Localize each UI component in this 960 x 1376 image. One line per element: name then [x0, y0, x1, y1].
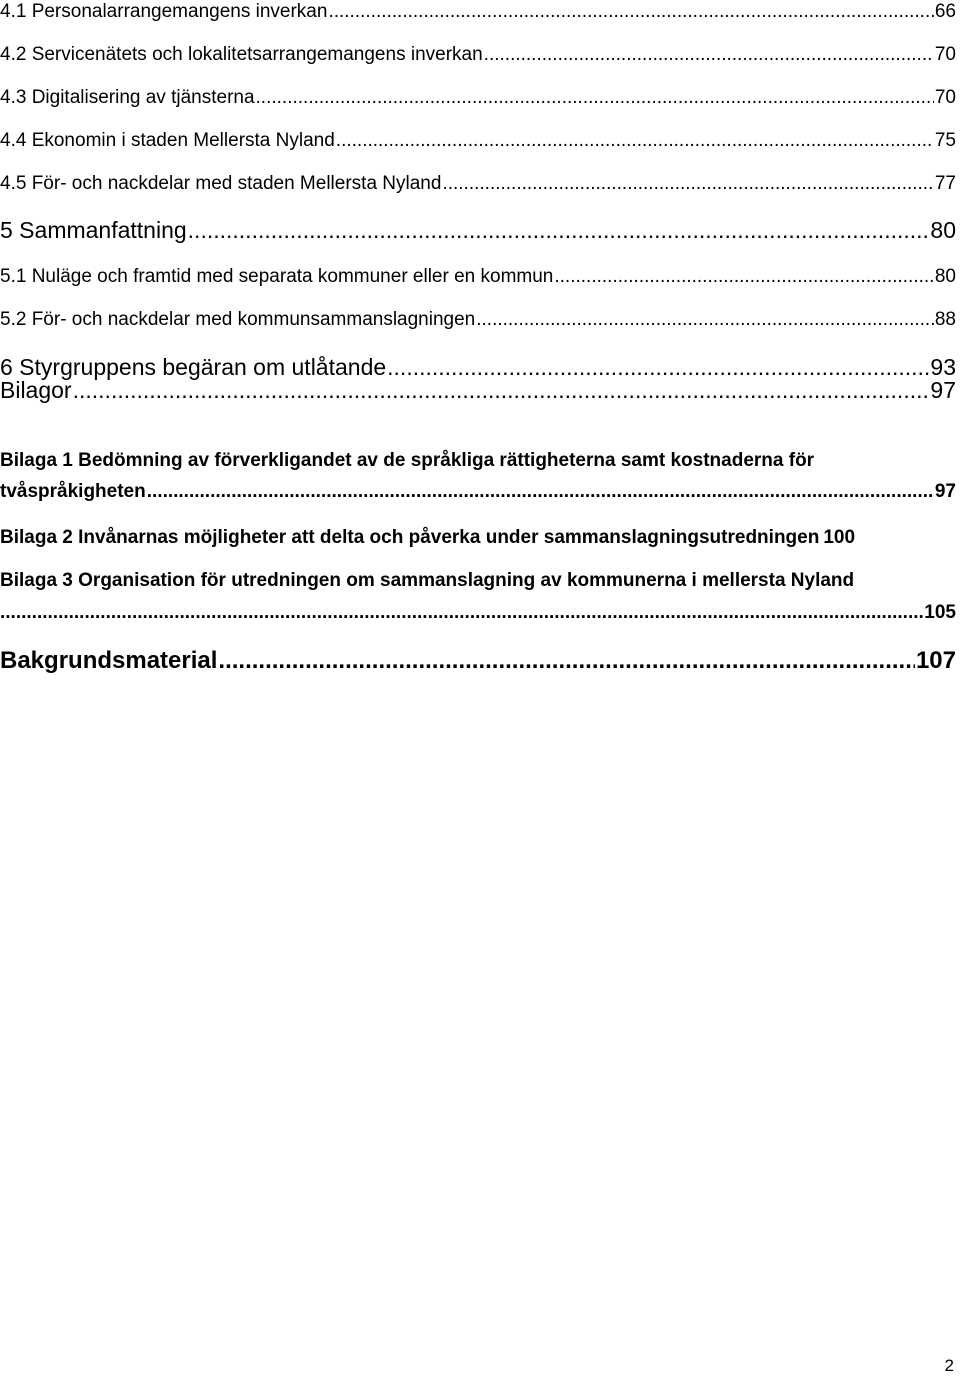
toc-entry-bilaga-3[interactable]	[0, 570, 956, 624]
toc-entry-title-line1: Bilaga 1 Bedömning av förverkligandet av de språkliga rättigheterna samt kostnaderna för	[0, 450, 815, 471]
toc-entry-title: 4.5 För- och nackdelar med staden Mellersta Nyland	[0, 173, 442, 194]
toc-entry-bilaga-2[interactable]	[0, 527, 956, 549]
toc-entry-4-3[interactable]	[0, 87, 956, 109]
toc-page-number: 88	[934, 309, 956, 330]
toc-page-number: 75	[934, 130, 956, 151]
footer-page-number: 2	[944, 1356, 954, 1375]
toc-page-number: 77	[934, 173, 956, 194]
toc-page-number: 97	[930, 377, 956, 403]
toc-leader-dots	[0, 602, 923, 624]
toc-entry-title-line1: Bilaga 3 Organisation för utredningen om sammanslagning av kommunerna i mellersta Nyland	[0, 570, 855, 591]
toc-page-number: 105	[924, 602, 956, 623]
toc-page-number: 93	[930, 354, 956, 380]
toc-entry-title: Bakgrundsmaterial	[0, 647, 218, 674]
toc-entry-title: 5.1 Nuläge och framtid med separata kommuner eller en kommun	[0, 266, 554, 287]
toc-entry-5-1[interactable]	[0, 266, 956, 288]
toc-leader-dots	[554, 266, 933, 288]
toc-entry-title: Bilagor	[0, 377, 72, 403]
toc-entry-4-1[interactable]	[0, 1, 956, 23]
toc-entry-title: 5.2 För- och nackdelar med kommunsammanslagningen	[0, 309, 476, 330]
toc-page-number: 100	[823, 527, 856, 548]
toc-entry-4-2[interactable]	[0, 44, 956, 66]
toc-leader-dots	[328, 1, 933, 23]
toc-entry-title: Bilaga 2 Invånarnas möjligheter att delta och påverka under sammanslagningsutredningen	[0, 527, 820, 548]
toc-leader-dots	[476, 309, 934, 331]
toc-page-number: 70	[934, 87, 956, 108]
toc-entry-title: 4.1 Personalarrangemangens inverkan	[0, 1, 328, 22]
toc-entry-4-4[interactable]	[0, 130, 956, 152]
toc-entry-5-2[interactable]	[0, 309, 956, 331]
toc-page-number: 66	[934, 1, 956, 22]
toc-entry-bilaga-1[interactable]	[0, 450, 956, 503]
toc-entry-title: 5 Sammanfattning	[0, 217, 187, 243]
toc-leader-dots	[256, 87, 934, 109]
toc-entry-5[interactable]	[0, 217, 956, 243]
toc-entry-title-line2: tvåspråkigheten	[0, 481, 146, 502]
toc-entry-bakgrundsmaterial[interactable]	[0, 647, 956, 675]
toc-leader-dots	[188, 217, 930, 243]
toc-page-number: 97	[934, 481, 956, 502]
toc-leader-dots	[442, 173, 933, 195]
toc-page-number: 80	[930, 217, 956, 243]
toc-leader-dots	[218, 647, 915, 675]
toc-entry-title: 4.3 Digitalisering av tjänsterna	[0, 87, 255, 108]
toc-page-number: 80	[934, 266, 956, 287]
toc-entry-bilagor[interactable]	[0, 377, 956, 403]
toc-leader-dots	[336, 130, 934, 152]
toc-page-number: 107	[915, 647, 956, 674]
toc-page-number: 70	[934, 44, 956, 65]
toc-leader-dots	[147, 481, 934, 503]
toc-entry-title: 4.2 Servicenätets och lokalitetsarrangemangens inverkan	[0, 44, 483, 65]
toc-entry-title: 4.4 Ekonomin i staden Mellersta Nyland	[0, 130, 335, 151]
toc-leader-dots	[73, 377, 930, 403]
toc-entry-title: 6 Styrgruppens begäran om utlåtande	[0, 354, 387, 380]
toc-entry-4-5[interactable]	[0, 173, 956, 195]
toc-leader-dots	[484, 44, 934, 66]
